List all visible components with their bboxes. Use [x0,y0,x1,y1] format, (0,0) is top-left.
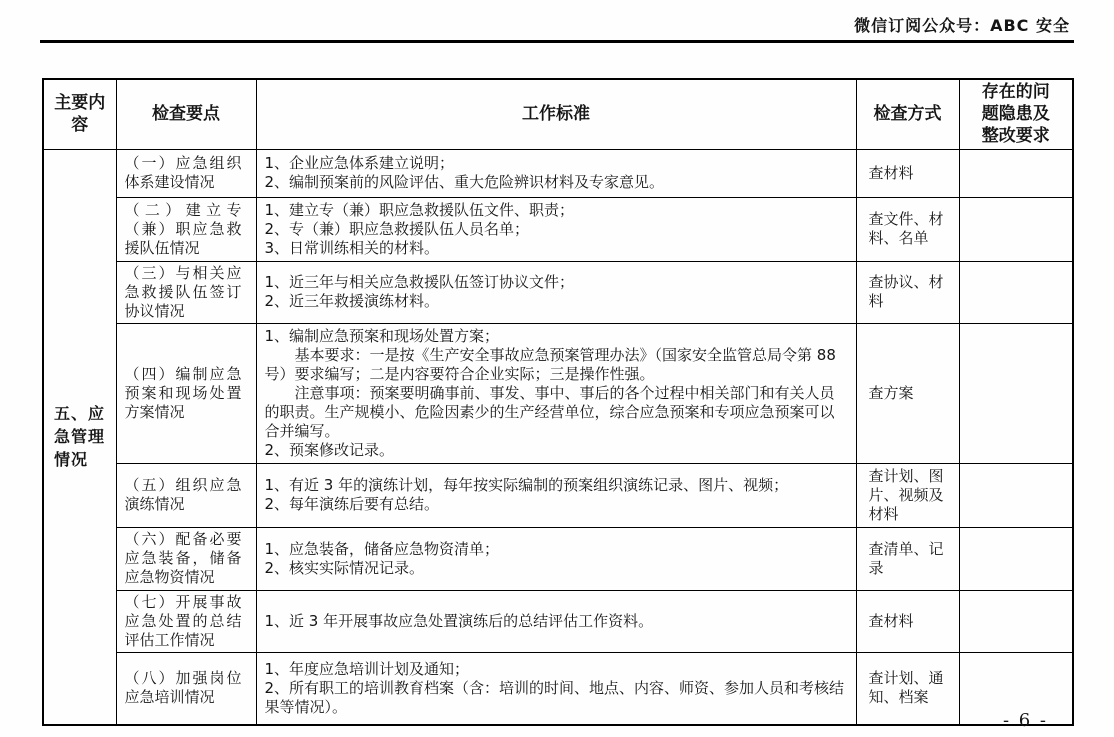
standard-line: 2、近三年救援演练材料。 [264,292,440,310]
standard-line: 2、核实实际情况记录。 [264,558,425,577]
column-header-4: 存在的问题隐患及整改要求 [959,79,1073,149]
inspection-table [42,78,1074,726]
standard-line: 1、建立专（兼）职应急救援队伍文件、职责； [264,200,575,219]
table-row [43,527,1073,590]
issues-cell [959,463,1073,527]
column-header-2: 工作标准 [256,79,856,149]
table-body [43,149,1073,725]
standard-cell [256,197,856,261]
issues-cell [959,197,1073,261]
standard-line: 2、编制预案前的风险评估、重大危险辨识材料及专家意见。 [264,173,665,191]
standard-cell [256,590,856,652]
table-row [43,197,1073,261]
table-row [43,323,1073,463]
header-rule [40,40,1074,43]
standard-cell [256,527,856,590]
checkpoint-cell: （一）应急组织体系建设情况 [116,149,256,197]
table-row [43,463,1073,527]
table-row [43,149,1073,197]
column-header-0: 主要内容 [43,79,116,149]
issues-cell [959,590,1073,652]
method-cell: 查清单、记录 [856,527,959,590]
standard-line: 1、有近 3 年的演练计划，每年按实际编制的预案组织演练记录、图片、视频； [264,476,789,494]
issues-cell [959,149,1073,197]
wechat-subscription-note: 微信订阅公众号：ABC 安全 [854,16,1070,35]
standard-cell [256,149,856,197]
checkpoint-cell: （五）组织应急演练情况 [116,463,256,527]
checkpoint-cell: （八）加强岗位应急培训情况 [116,652,256,725]
column-header-3: 检查方式 [856,79,959,149]
method-cell: 查计划、通知、档案 [856,652,959,725]
standard-cell [256,261,856,323]
standard-line: 注意事项：预案要明确事前、事发、事中、事后的各个过程中相关部门和有关人员的职责。生产规模小、危险因素少的生产经营单位，综合应急预案和专项应急预案可以合并编写。 [264,383,835,440]
standard-cell [256,323,856,463]
method-cell: 查文件、材料、名单 [856,197,959,261]
standard-line: 1、年度应急培训计划及通知； [264,659,470,678]
standard-cell [256,652,856,725]
table-row [43,261,1073,323]
standard-line: 2、预案修改记录。 [264,440,395,459]
checkpoint-cell: （七）开展事故应急处置的总结评估工作情况 [116,590,256,652]
standard-line: 3、日常训练相关的材料。 [264,238,440,257]
method-cell: 查协议、材料 [856,261,959,323]
standard-line: 1、应急装备，储备应急物资清单； [264,539,500,558]
standard-cell [256,463,856,527]
method-cell: 查材料 [856,590,959,652]
checkpoint-cell: （六）配备必要应急装备，储备应急物资情况 [116,527,256,590]
standard-line: 基本要求：一是按《生产安全事故应急预案管理办法》（国家安全监管总局令第 88 号）要求编写；二是内容要符合企业实际；三是操作性强。 [264,345,836,383]
method-cell: 查材料 [856,149,959,197]
standard-line: 2、每年演练后要有总结。 [264,495,440,513]
main-content-cell: 五、应急管理情况 [43,149,116,725]
table-row [43,590,1073,652]
standard-line: 1、企业应急体系建立说明； [264,154,455,172]
table-header-row [43,79,1073,149]
issues-cell [959,527,1073,590]
standard-line: 1、编制应急预案和现场处置方案； [264,326,500,345]
standard-line: 2、所有职工的培训教育档案（含：培训的时间、地点、内容、师资、参加人员和考核结果等情况）。 [264,678,845,716]
checkpoint-cell: （二）建立专（兼）职应急救援队伍情况 [116,197,256,261]
standard-line: 1、近 3 年开展事故应急处置演练后的总结评估工作资料。 [264,611,654,630]
header-row [43,79,1073,149]
column-header-1: 检查要点 [116,79,256,149]
issues-cell [959,323,1073,463]
checkpoint-cell: （三）与相关应急救援队伍签订协议情况 [116,261,256,323]
checkpoint-cell: （四）编制应急预案和现场处置方案情况 [116,323,256,463]
method-cell: 查计划、图片、视频及材料 [856,463,959,527]
method-cell: 查方案 [856,323,959,463]
page-number: - 6 - [1002,710,1048,731]
standard-line: 2、专（兼）职应急救援队伍人员名单； [264,219,530,238]
table-row [43,652,1073,725]
standard-line: 1、近三年与相关应急救援队伍签订协议文件； [264,273,575,291]
issues-cell [959,261,1073,323]
